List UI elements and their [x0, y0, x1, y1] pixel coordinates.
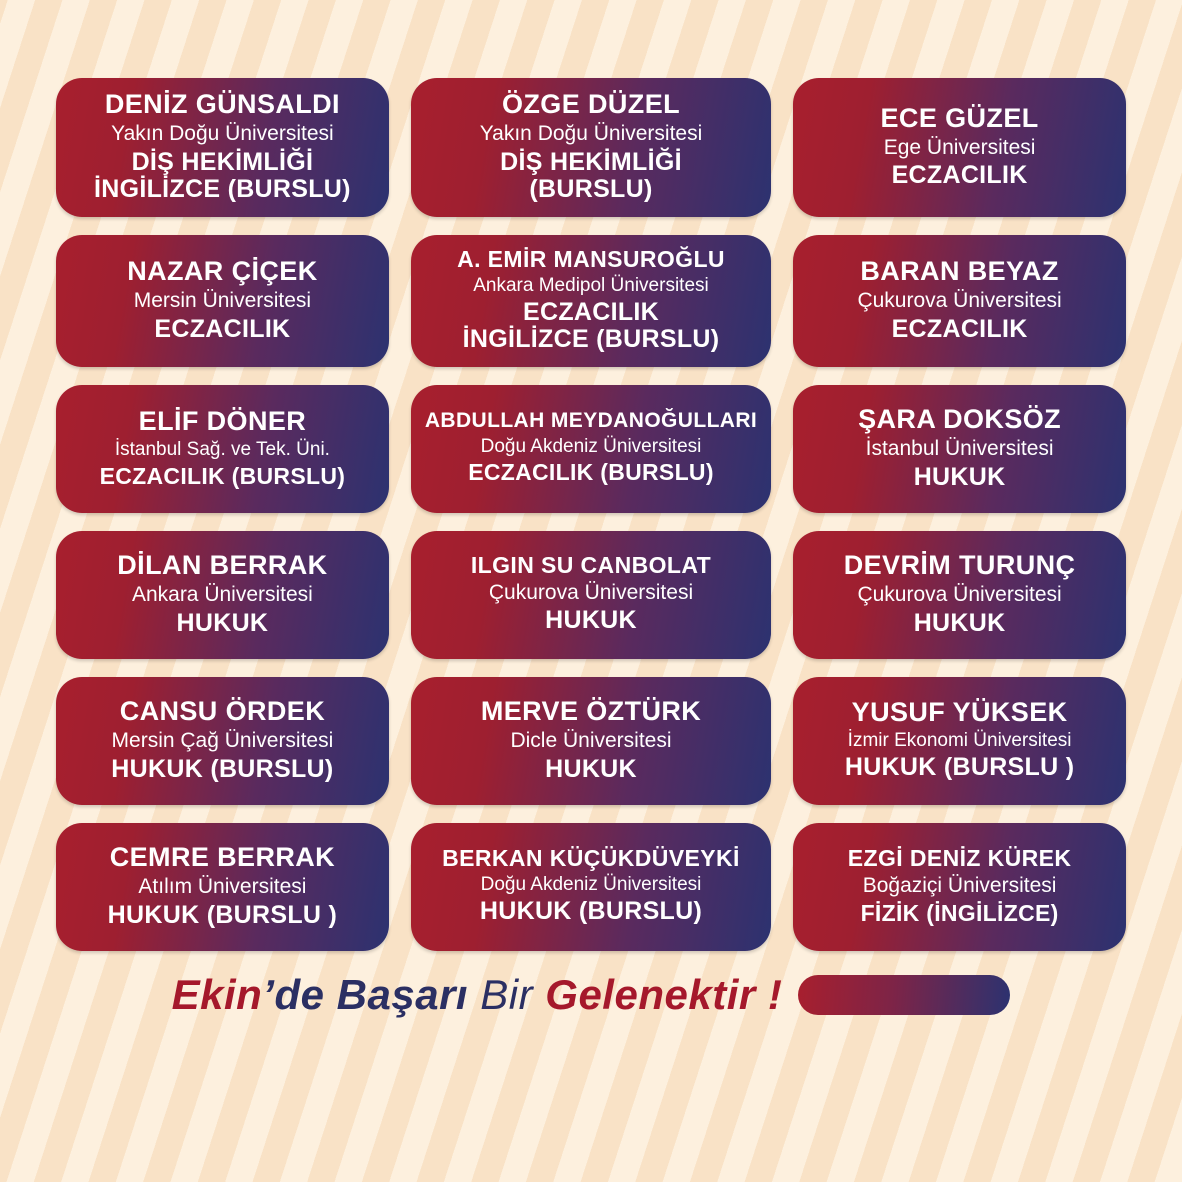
university-name: İstanbul Sağ. ve Tek. Üni. [114, 439, 330, 461]
student-card [56, 823, 389, 951]
university-name: Yakın Doğu Üniversitesi [479, 122, 703, 146]
university-name: Mersin Çağ Üniversitesi [111, 729, 334, 753]
program-name [154, 316, 290, 343]
student-name: A. EMİR MANSUROĞLU [457, 245, 725, 272]
student-card [56, 531, 389, 659]
student-card [411, 385, 771, 513]
slogan-part-2: ’de Başarı [262, 970, 481, 1018]
program-name [108, 902, 337, 929]
program-name [463, 299, 720, 353]
university-name: Doğu Akdeniz Üniversitesi [480, 874, 702, 896]
student-card [793, 235, 1126, 367]
program-line-1: DİŞ HEKİMLİĞİ [500, 147, 682, 176]
student-name: ABDULLAH MEYDANOĞULLARI [424, 409, 758, 433]
program-name [545, 756, 637, 783]
student-name: CEMRE BERRAK [109, 841, 336, 872]
student-card [56, 385, 389, 513]
university-name: Çukurova Üniversitesi [857, 289, 1062, 313]
student-name: NAZAR ÇİÇEK [127, 255, 318, 286]
program-name [845, 754, 1074, 781]
program-name [861, 901, 1059, 926]
student-card [793, 823, 1126, 951]
university-name: Yakın Doğu Üniversitesi [111, 122, 334, 146]
program-line-1: HUKUK (BURSLU ) [107, 900, 338, 929]
university-name: İzmir Ekonomi Üniversitesi [847, 730, 1072, 752]
student-name: YUSUF YÜKSEK [851, 697, 1068, 728]
student-card [793, 531, 1126, 659]
student-name: ECE GÜZEL [880, 102, 1039, 133]
program-line-1: HUKUK [913, 462, 1006, 491]
slogan [172, 971, 783, 1019]
program-line-2: İNGİLİZCE (BURSLU) [462, 324, 720, 353]
student-name: EZGİ DENİZ KÜREK [847, 845, 1072, 872]
student-name: ÖZGE DÜZEL [502, 89, 680, 119]
program-line-1: ECZACILIK (BURSLU) [99, 462, 346, 489]
program-name [892, 316, 1028, 343]
program-line-1: ECZACILIK [154, 314, 291, 343]
program-name [177, 610, 269, 637]
program-name [545, 607, 637, 634]
university-name: Ankara Üniversitesi [131, 583, 313, 607]
student-name: BARAN BEYAZ [860, 255, 1059, 286]
student-name: DENİZ GÜNSALDI [104, 89, 340, 119]
program-name [914, 464, 1006, 491]
student-name: ŞARA DOKSÖZ [858, 403, 1062, 434]
university-name: Mersin Üniversitesi [133, 289, 312, 313]
slogan-part-1: Ekin [171, 970, 263, 1018]
program-line-1: HUKUK [545, 606, 637, 635]
program-line-1: HUKUK [176, 608, 269, 637]
university-name: Doğu Akdeniz Üniversitesi [480, 436, 702, 458]
program-name [468, 460, 714, 485]
student-name: CANSU ÖRDEK [119, 695, 326, 726]
program-name [914, 610, 1006, 637]
student-card [793, 78, 1126, 217]
slogan-part-4: Gelenektir ! [545, 970, 783, 1018]
program-line-1: HUKUK (BURSLU) [111, 754, 334, 783]
program-name [892, 162, 1028, 189]
slogan-part-3: Bir [480, 970, 546, 1018]
logo-bar [798, 975, 1010, 1015]
university-name: Dicle Üniversitesi [510, 729, 672, 753]
student-card [793, 385, 1126, 513]
university-name: Ege Üniversitesi [883, 135, 1036, 159]
program-name [100, 464, 346, 489]
program-line-1: ECZACILIK (BURSLU) [468, 459, 714, 486]
student-card [56, 235, 389, 367]
program-line-1: HUKUK [545, 754, 637, 783]
program-line-1: HUKUK [913, 608, 1006, 637]
program-line-1: ECZACILIK [522, 297, 660, 326]
university-name: Atılım Üniversitesi [138, 875, 307, 899]
university-name: İstanbul Üniversitesi [865, 437, 1054, 461]
program-line-1: FİZİK (İNGİLİZCE) [860, 899, 1059, 926]
footer [0, 971, 1182, 1019]
student-name: ILGIN SU CANBOLAT [470, 552, 712, 579]
program-line-2: İNGİLİZCE (BURSLU) [94, 174, 351, 203]
student-name: DİLAN BERRAK [117, 549, 328, 580]
program-line-1: HUKUK (BURSLU) [479, 897, 703, 926]
program-line-1: ECZACILIK [891, 161, 1028, 190]
university-name: Çukurova Üniversitesi [857, 583, 1062, 607]
student-card [56, 677, 389, 805]
program-name [500, 149, 682, 203]
program-line-1: HUKUK (BURSLU ) [844, 753, 1075, 782]
university-name: Boğaziçi Üniversitesi [862, 874, 1057, 897]
program-line-1: DİŞ HEKİMLİĞİ [131, 147, 314, 176]
student-card [411, 78, 771, 217]
student-card [411, 823, 771, 951]
program-name [111, 756, 333, 783]
student-card [56, 78, 389, 217]
program-line-2: (BURSLU) [529, 174, 653, 203]
student-name: BERKAN KÜÇÜKDÜVEYKİ [442, 845, 740, 872]
student-name: MERVE ÖZTÜRK [480, 695, 702, 726]
program-line-1: ECZACILIK [891, 314, 1028, 343]
student-name: DEVRİM TURUNÇ [843, 549, 1076, 580]
student-card [793, 677, 1126, 805]
program-name [94, 149, 351, 203]
student-card [411, 531, 771, 659]
program-name [480, 898, 702, 925]
student-card [411, 235, 771, 367]
university-name: Çukurova Üniversitesi [488, 580, 694, 604]
student-name: ELİF DÖNER [138, 406, 307, 437]
student-card [411, 677, 771, 805]
university-name: Ankara Medipol Üniversitesi [473, 274, 709, 296]
